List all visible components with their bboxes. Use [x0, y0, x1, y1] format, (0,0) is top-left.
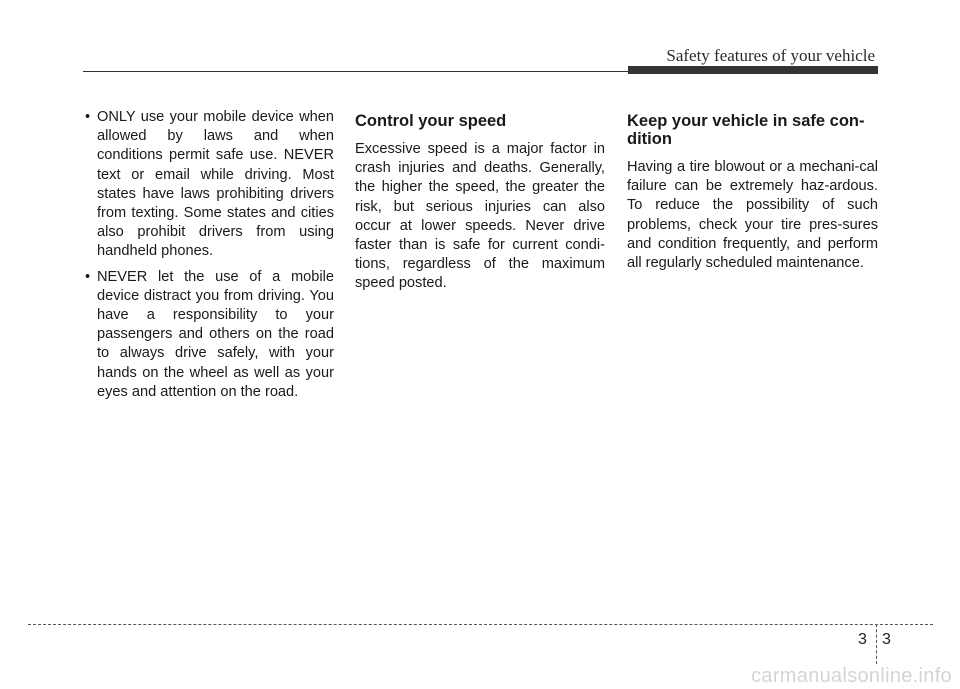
- header-rule: [83, 71, 628, 72]
- page-number: 3: [882, 631, 891, 648]
- footer-rule: [28, 624, 933, 625]
- page-number-divider: [876, 624, 877, 664]
- column-safe-condition: [627, 108, 878, 273]
- header-rule-accent: [628, 66, 878, 74]
- bullet-item: [84, 108, 334, 262]
- chapter-number: 3: [858, 631, 867, 648]
- bullet-icon: •: [85, 109, 91, 125]
- column-control-speed: [355, 108, 605, 294]
- bullet-icon: •: [85, 268, 91, 285]
- section-body: Having a tire blowout or a mechani-cal failure can be extremely haz-ardous. To reduce the possibility of such problems, check your tire pres-sures and condition frequently, and perform all regularly scheduled maintenance.: [627, 159, 878, 272]
- bullet-text: ONLY use your mobile device when allowed by laws and when conditions permit safe use. NEVER text or email while driving. Most states have laws prohibiting drivers from texting. Some states and cities also prohibit drivers from using handheld phones.: [97, 109, 334, 260]
- section-heading: Keep your vehicle in safe con-dition: [627, 112, 865, 148]
- header-title: Safety features of your vehicle: [666, 46, 875, 65]
- section-body: Excessive speed is a major factor in crash injuries and deaths. Generally, the higher the speed, the greater the risk, but serious injuries can also occur at lower speeds. Never drive faster than is safe for current condi-tions, regardless of the maximum speed posted.: [355, 141, 605, 292]
- section-heading: Control your speed: [355, 112, 507, 130]
- column-bullets: [84, 108, 334, 408]
- bullet-item: [84, 268, 334, 402]
- watermark: carmanualsonline.info: [751, 665, 952, 687]
- bullet-text: NEVER let the use of a mobile device distract you from driving. You have a responsibility to your passengers and others on the road to always drive safely, with your hands on the wheel as well as your eyes and attention on the road.: [97, 268, 334, 400]
